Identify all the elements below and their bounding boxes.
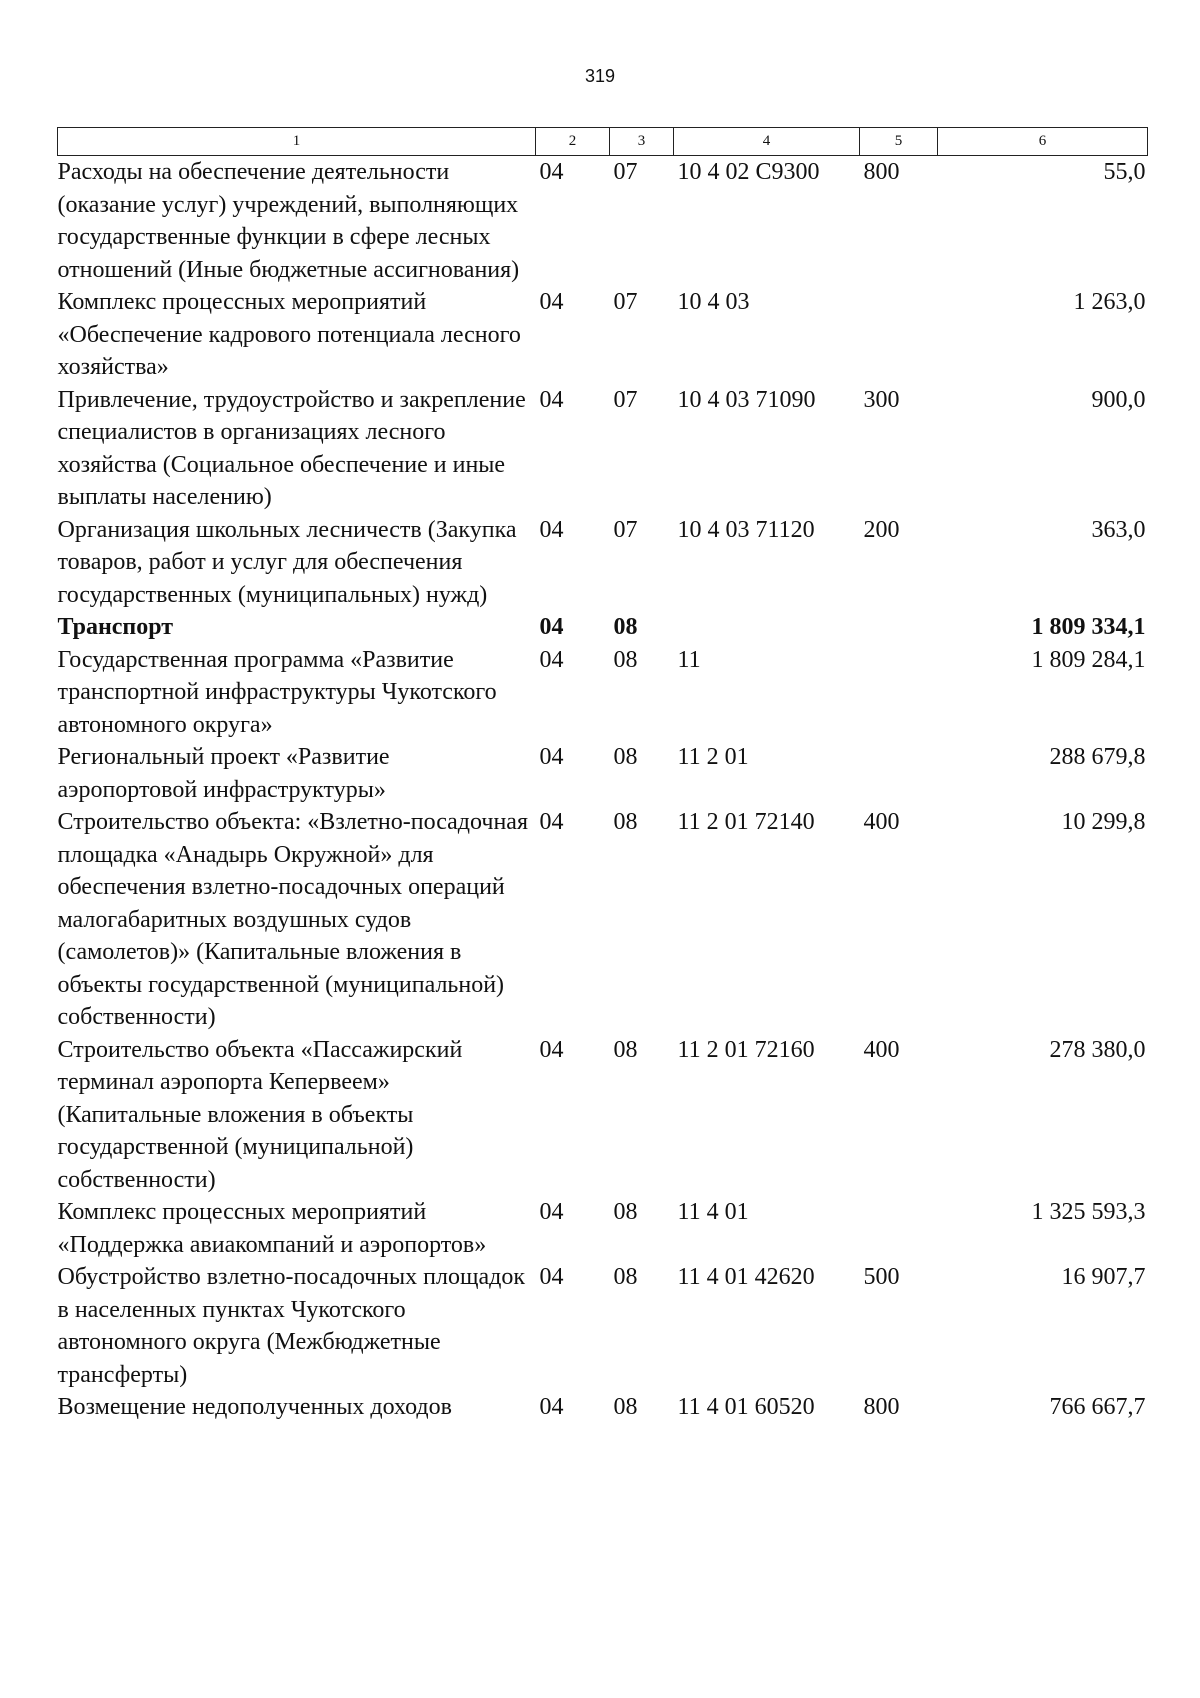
amount-cell: 900,0 [1091,386,1146,413]
table-row [58,611,1148,644]
table-row [58,644,1148,742]
section-code-cell: 04 [539,289,564,315]
amount-cell: 363,0 [1091,516,1146,543]
subsection-code-cell: 08 [613,1036,638,1063]
table-header [58,128,1148,156]
expense-type-cell [860,611,938,644]
column-number-row [58,128,1148,156]
expense-type-cell: 200 [863,516,900,543]
subsection-code-cell: 07 [613,289,638,315]
target-article-cell: 11 4 01 [677,1199,749,1225]
table-row [58,1196,1148,1261]
subsection-code-cell: 08 [613,1394,638,1420]
target-article-cell: 10 4 03 [677,289,750,315]
section-code-cell: 04 [539,1036,564,1063]
amount-cell: 16 907,7 [1061,1264,1146,1290]
row-name-cell: Государственная программа «Развитие транспортной инфраструктуры Чукотского автономного округа» [57,646,497,738]
table-row [58,286,1148,384]
column-header: 3 [610,128,674,156]
expense-type-cell [860,644,938,742]
section-code-cell: 04 [539,516,564,543]
section-code-cell: 04 [539,646,564,673]
subsection-code-cell: 08 [613,809,638,835]
target-article-cell: 11 2 01 72160 [677,1036,815,1063]
subsection-code-cell: 08 [613,744,638,770]
subsection-code-cell: 07 [613,159,638,185]
target-article-cell: 11 2 01 [677,744,749,770]
expense-type-cell: 800 [863,1394,900,1420]
target-article-cell: 10 4 02 C9300 [677,159,820,185]
column-header: 4 [674,128,860,156]
section-code-cell: 04 [539,386,564,413]
amount-cell: 10 299,8 [1061,809,1146,835]
target-article-cell: 11 4 01 42620 [677,1264,815,1290]
expense-type-cell: 300 [863,386,900,413]
row-name-cell: Привлечение, трудоустройство и закрепление специалистов в организациях лесного хозяйства (Социальное обеспечение и иные выплаты населению) [57,386,526,510]
column-header: 6 [938,128,1148,156]
row-name-cell: Возмещение недополученных доходов [57,1394,452,1420]
section-code-cell: 04 [539,614,564,640]
table-row [58,156,1148,287]
row-name-cell: Комплекс процессных мероприятий «Поддержка авиакомпаний и аэропортов» [57,1199,487,1258]
column-header: 5 [860,128,938,156]
subsection-code-cell: 08 [613,1199,638,1225]
expense-type-cell: 800 [863,159,900,185]
section-code-cell: 04 [539,1199,564,1225]
row-name-cell: Обустройство взлетно-посадочных площадок в населенных пунктах Чукотского автономного округа (Межбюджетные трансферты) [57,1264,525,1388]
row-name-cell: Транспорт [57,614,174,640]
row-name-cell: Организация школьных лесничеств (Закупка товаров, работ и услуг для обеспечения государственных (муниципальных) нужд) [57,516,517,608]
table-row [58,1034,1148,1197]
subsection-code-cell: 07 [613,516,638,543]
amount-cell: 1 809 284,1 [1031,646,1146,673]
target-article-cell: 11 2 01 72140 [677,809,815,835]
section-code-cell: 04 [539,159,564,185]
row-name-cell: Комплекс процессных мероприятий «Обеспечение кадрового потенциала лесного хозяйства» [57,289,521,380]
expense-type-cell: 400 [863,809,900,835]
target-article-cell [674,611,860,644]
target-article-cell: 11 4 01 60520 [677,1394,815,1420]
section-code-cell: 04 [539,744,564,770]
table-row [58,1391,1148,1424]
expense-type-cell [860,741,938,806]
table-row [58,514,1148,612]
table-row [58,1261,1148,1391]
column-header: 1 [58,128,536,156]
row-name-cell: Строительство объекта: «Взлетно-посадочная площадка «Анадырь Окружной» для обеспечения взлетно-посадочных операций малогабаритных воздушных судов (самолетов)» (Капитальные вложения в объекты государственной (муниципальной) собственности) [57,809,528,1030]
target-article-cell: 11 [677,646,701,673]
subsection-code-cell: 08 [613,1264,638,1290]
table-row [58,384,1148,514]
row-name-cell: Строительство объекта «Пассажирский терминал аэропорта Кепервеем» (Капитальные вложения в объекты государственной (муниципальной) собственности) [57,1036,463,1193]
amount-cell: 288 679,8 [1049,744,1146,770]
expense-type-cell: 500 [863,1264,900,1290]
table-body [58,156,1148,1424]
page-number: 319 [584,66,616,86]
table-row [58,806,1148,1034]
amount-cell: 278 380,0 [1049,1036,1146,1063]
subsection-code-cell: 08 [613,646,638,673]
section-code-cell: 04 [539,1264,564,1290]
amount-cell: 1 809 334,1 [1031,614,1146,640]
expense-type-cell [860,1196,938,1261]
subsection-code-cell: 07 [613,386,638,413]
section-code-cell: 04 [539,809,564,835]
expense-type-cell: 400 [863,1036,900,1063]
budget-table [57,127,1148,1424]
row-name-cell: Расходы на обеспечение деятельности (оказание услуг) учреждений, выполняющих государственные функции в сфере лесных отношений (Иные бюджетные ассигнования) [57,159,520,283]
subsection-code-cell: 08 [613,614,638,640]
target-article-cell: 10 4 03 71090 [677,386,816,413]
expense-type-cell [860,286,938,384]
target-article-cell: 10 4 03 71120 [677,516,815,543]
column-header: 2 [536,128,610,156]
amount-cell: 55,0 [1103,159,1146,185]
table-row [58,741,1148,806]
amount-cell: 1 325 593,3 [1031,1199,1146,1225]
amount-cell: 766 667,7 [1049,1394,1146,1420]
row-name-cell: Региональный проект «Развитие аэропортовой инфраструктуры» [57,744,390,803]
section-code-cell: 04 [539,1394,564,1420]
amount-cell: 1 263,0 [1073,289,1146,315]
